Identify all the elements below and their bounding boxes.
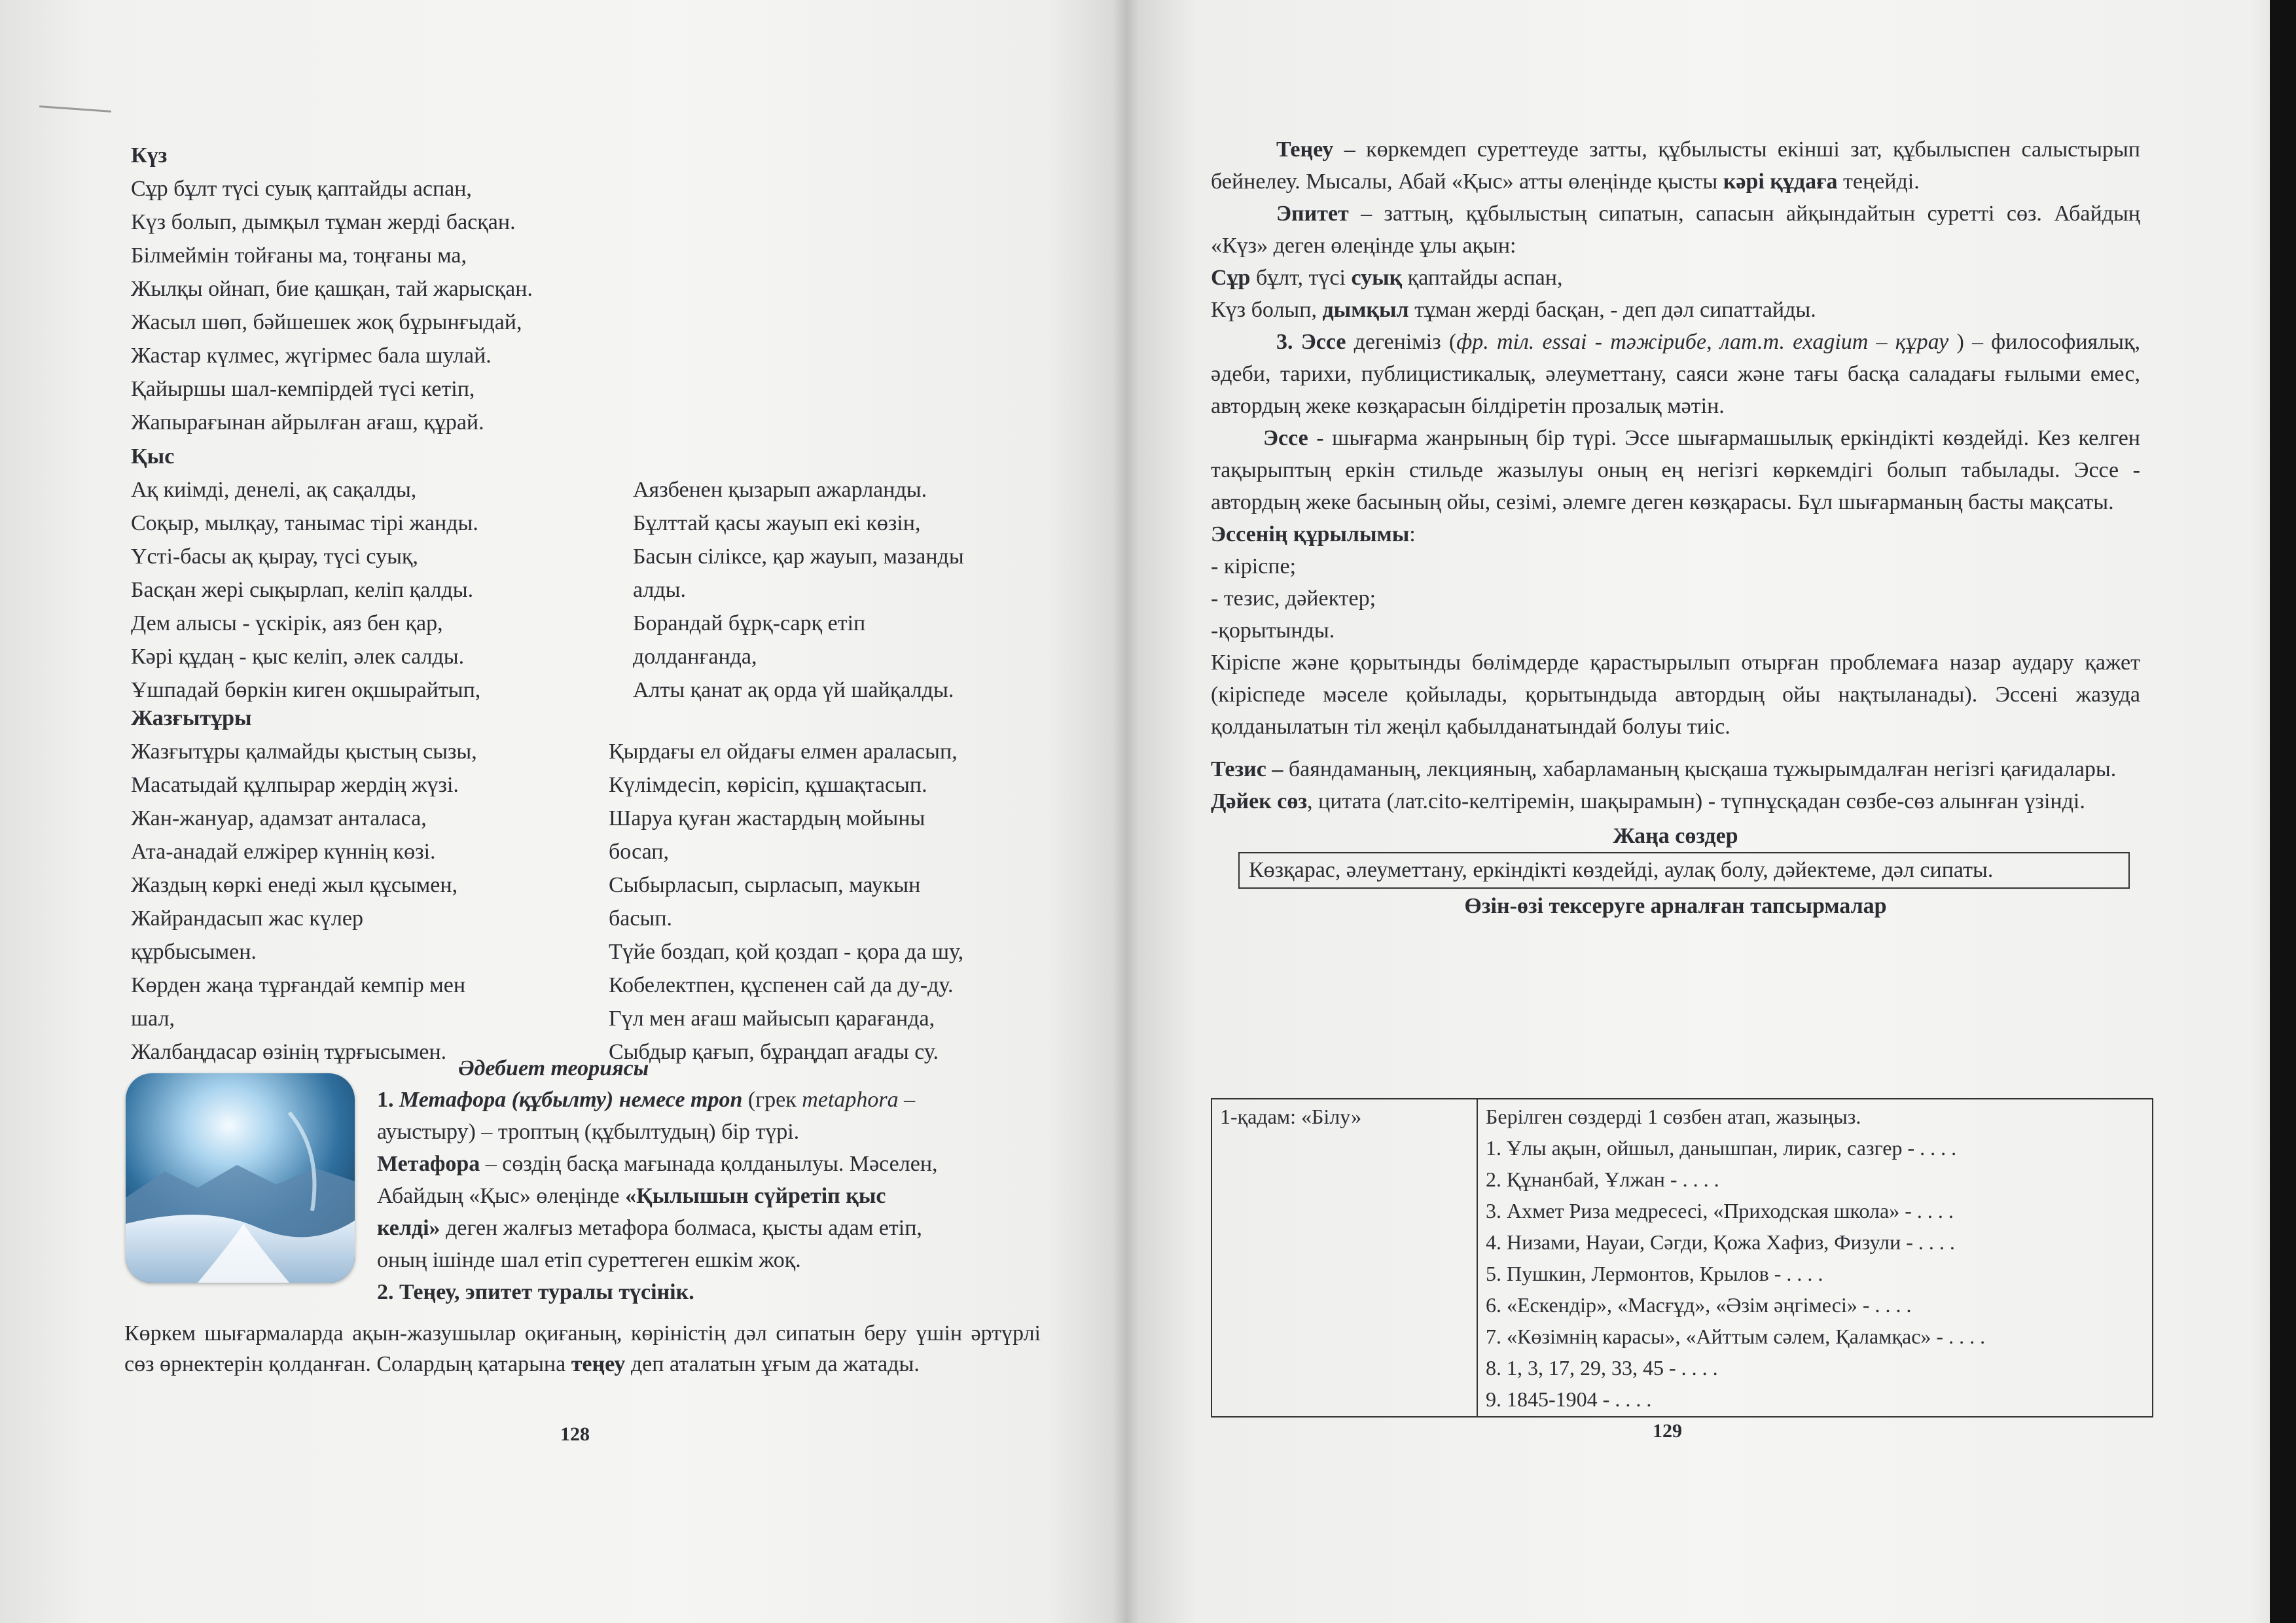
scan-edge (2270, 0, 2296, 1623)
page-number-right: 129 (1653, 1420, 1682, 1442)
poem-line: Кәрі құдаң - қыс келіп, әлек салды. (131, 645, 465, 669)
task-item: 1. Ұлы ақын, ойшыл, данышпан, лирик, сазгер - . . . . (1486, 1136, 1957, 1160)
winter-illustration (126, 1073, 355, 1283)
item-number: 1. (377, 1088, 394, 1112)
poem-line: Соқыр, мылқау, танымас тірі жанды. (131, 511, 478, 535)
structure-item: - кіріспе; (1211, 554, 1297, 579)
poem-winter-title: Қыс (131, 444, 175, 469)
paragraph-text: деп аталатын ұғым да жатады. (625, 1352, 920, 1376)
poem-line: құрбысымен. (131, 940, 257, 964)
selfcheck-title: Өзін-өзі тексеруге арналған тапсырмалар (1464, 894, 1887, 918)
paragraph-term: теңеу (571, 1352, 626, 1376)
poem-line: Гүл мен ағаш майысып қарағанда, (609, 1007, 935, 1031)
poem-line: Шаруа қуған жастардың мойыны (609, 806, 925, 830)
poem-line: басып. (609, 906, 673, 931)
paragraph-text: – көркемдеп суреттеуде затты, құбылысты екінші зат, құбылыспен салыстырып бейнелеу. Мысалы, Абай «Қыс» атты өлеңінде қысты (1211, 137, 2140, 194)
right-text-block (1211, 134, 2140, 922)
task-item: 5. Пушкин, Лермонтов, Крылов - . . . . (1486, 1262, 1823, 1285)
paragraph-text: ) – философиялық, әдеби, тарихи, публицистикалық, әлеуметтану, саяси және тағы басқа саладағы ғылыми емес, автордың жеке көзқарасын білдіретін прозалық мәтін. (1211, 330, 2140, 418)
poem-line: Жалбаңдасар өзінің тұрғысымен. (131, 1040, 447, 1064)
poem-line: Түйе боздап, қой қоздап - қора да шу, (609, 940, 964, 964)
poem-line: Білмеймін тойғаны ма, тоңғаны ма, (131, 243, 467, 268)
metaphor-text: – сөздің басқа мағынада қолданылуы. Мәселен, (480, 1152, 938, 1176)
poem-autumn-title: Күз (131, 143, 168, 168)
paragraph-text: баяндаманың, лекцияның, хабарламаның қысқаша тұжырымдалған негізгі қағидалары. (1283, 757, 2117, 781)
poem-spring-col2 (609, 735, 1054, 1069)
task-item: 8. 1, 3, 17, 29, 33, 45 - . . . . (1486, 1356, 1718, 1380)
structure-item: -қорытынды. (1211, 618, 1335, 643)
example-bold: суық (1351, 266, 1403, 290)
tasks-table (1211, 1098, 2153, 1418)
poem-line: Масатыдай құлпырар жердің жүзі. (131, 773, 459, 797)
paragraph-teneu-intro (124, 1318, 1041, 1380)
poem-line: Жан-жануар, адамзат анталаса, (131, 806, 427, 830)
new-words-box: Көзқарас, әлеуметтану, еркіндікті көздейді, аулақ болу, дәйектеме, дәл сипаты. (1238, 852, 2130, 889)
metaphor-text: деген жалғыз метафора болмаса, қысты адам етіп, (440, 1216, 922, 1240)
task-intro: Берілген сөздерді 1 сөзбен атап, жазыңыз. (1486, 1105, 1861, 1128)
page-number-left: 128 (560, 1423, 590, 1445)
structure-colon: : (1409, 522, 1416, 546)
example-text: бұлт, түсі (1250, 266, 1352, 290)
poem-winter-col1 (131, 440, 628, 707)
poem-line: босап, (609, 840, 669, 864)
paragraph-text: - шығарма жанрының бір түрі. Эссе шығармашылық еркіндікті көздейді. Кез келген тақырыптың еркін стильде жазылуы оның ең негізгі көркемдігі болып табылады. Эссе - автордың жеке басының ойы, сезімі, әлемге деген көзқарасы. Бұл шығарманың басты мақсаты. (1211, 426, 2140, 514)
poem-line: Жайрандасып жас күлер (131, 906, 363, 931)
example-bold: Сұр (1211, 266, 1251, 290)
paragraph-text: дегеніміз ( (1346, 330, 1457, 354)
poem-line: Жапырағынан айрылған ағаш, құрай. (131, 410, 484, 435)
poem-spring-title: Жазғытұры (131, 706, 252, 730)
structure-item: - тезис, дәйектер; (1211, 586, 1376, 611)
essay-etymology: фр. тіл. essai - тәжірибе, лат.т. exagium – құрау (1456, 330, 1949, 354)
poem-line: Кобелектпен, құспенен сай да ду-ду. (609, 973, 954, 997)
poem-line: Жаздың көркі енеді жыл құсымен, (131, 873, 458, 897)
poem-line: Ұшпадай бөркін киген оқшырайтып, (131, 678, 481, 702)
poem-line: долданғанда, (633, 645, 757, 669)
poem-line: Бұлттай қасы жауып екі көзін, (633, 511, 921, 535)
poem-line: Жасыл шөп, бәйшешек жоқ бұрынғыдай, (131, 310, 522, 334)
poem-line: Сыбдыр қағып, бұраңдап ағады су. (609, 1040, 939, 1064)
example-bold: дымқыл (1322, 298, 1409, 322)
poem-autumn (131, 139, 628, 439)
table-row (1211, 1099, 2153, 1417)
item-2-heading: 2. Теңеу, эпитет туралы түсінік. (377, 1280, 694, 1304)
poem-line: Жылқы ойнап, бие қашқан, тай жарысқан. (131, 277, 533, 301)
example-text: Күз болып, (1211, 298, 1323, 322)
metaphor-text: оның ішінде шал етіп суреттеген ешкім жоқ. (377, 1248, 801, 1272)
metaphor-term: Метафора (377, 1152, 480, 1176)
tasks-cell (1477, 1099, 2153, 1417)
poem-line: Аязбенен қызарып ажарланды. (633, 478, 927, 502)
term-teneu: Теңеу (1276, 137, 1334, 162)
term-essay: Эссе (1263, 426, 1308, 450)
poem-line: Үсті-басы ақ қырау, түсі суық, (131, 544, 418, 569)
task-item: 2. Құнанбай, Ұлжан - . . . . (1486, 1168, 1719, 1191)
metaphor-text: Абайдың «Қыс» өлеңінде (377, 1184, 626, 1208)
example-text: тұман жерді басқан, - деп дәл сипаттайды. (1408, 298, 1816, 322)
poem-line: Басын сіліксе, қар жауып, мазанды (633, 544, 964, 569)
metaphor-text: (грек (742, 1088, 802, 1112)
poem-line: Басқан жері сықырлап, келіп қалды. (131, 578, 474, 602)
poem-line: Жастар күлмес, жүгірмес бала шулай. (131, 344, 492, 368)
metaphor-quote: «Қылышын сүйретіп қыс (625, 1184, 886, 1208)
metaphor-heading: Метафора (құбылту) немесе троп (399, 1088, 743, 1112)
poem-line: Қайыршы шал-кемпірдей түсі кетіп, (131, 377, 475, 401)
task-item: 7. «Көзімнің карасы», «Айттым сәлем, Қаламқас» - . . . . (1486, 1325, 1986, 1348)
poem-winter-col2 (633, 473, 1039, 707)
essay-heading: 3. Эссе (1276, 330, 1346, 354)
term-quote: Дәйек сөз (1211, 789, 1308, 813)
term-thesis: Тезис – (1211, 757, 1283, 781)
poem-line: Сыбырласып, сырласып, маукын (609, 873, 921, 897)
step-cell: 1-қадам: «Білу» (1211, 1099, 1477, 1417)
poem-line: Алты қанат ақ орда үй шайқалды. (633, 678, 954, 702)
theory-title: Әдебиет теориясы (458, 1056, 649, 1080)
metaphor-text: – (898, 1088, 916, 1112)
poem-line: шал, (131, 1007, 175, 1031)
book-gutter (1113, 0, 1139, 1623)
structure-title: Эссенің құрылымы (1211, 522, 1410, 546)
paragraph-text: теңейді. (1837, 169, 1920, 194)
poem-line: Сұр бұлт түсі суық қаптайды аспан, (131, 177, 472, 201)
poem-line: Дем алысы - үскірік, аяз бен қар, (131, 611, 443, 635)
paragraph-text: Кіріспе және қорытынды бөлімдерде қарастырылып отырған проблемаға назар аудару қажет (кіріспеде мәселе қойылады, қорытындыда автордың ойы нақтыланады). Эссені жазуда қолданылатын тіл жеңіл қабылданатындай болуы тиіс. (1211, 651, 2140, 739)
poem-line: Көрден жаңа тұрғандай кемпір мен (131, 973, 466, 997)
example-text: қаптайды аспан, (1402, 266, 1563, 290)
poem-line: Күлімдесіп, көрісіп, құшақтасып. (609, 773, 927, 797)
poem-line: Ақ киімді, денелі, ақ сақалды, (131, 478, 417, 502)
paragraph-text: Көркем шығармаларда ақын-жазушылар оқиғаның, көріністің дәл сипатын беру үшін әртүрлі сөз өрнектерін қолданған. Солардың қатарына (124, 1321, 1041, 1376)
poem-line: Қырдағы ел ойдағы елмен араласып, (609, 740, 958, 764)
winter-landscape-image (126, 1073, 355, 1283)
poem-line: Жазғытұры қалмайды қыстың сызы, (131, 740, 477, 764)
task-item: 4. Низами, Науаи, Сәгди, Қожа Хафиз, Физули - . . . . (1486, 1230, 1955, 1254)
metaphor-greek: metaphora (802, 1088, 899, 1112)
metaphor-quote: келді» (377, 1216, 440, 1240)
term-highlight: кәрі құдаға (1723, 169, 1838, 194)
poem-line: Күз болып, дымқыл тұман жерді басқан. (131, 210, 516, 234)
poem-spring-col1 (131, 702, 609, 1069)
poem-line: алды. (633, 578, 686, 602)
new-words-title: Жаңа сөздер (1613, 824, 1738, 848)
task-item: 6. «Ескендір», «Масғұд», «Әзім әңгімесі» - . . . . (1486, 1293, 1912, 1317)
task-item: 9. 1845-1904 - . . . . (1486, 1387, 1652, 1411)
poem-line: Ата-анадай елжірер күннің көзі. (131, 840, 436, 864)
paragraph-text: – заттың, құбылыстың сипатын, сапасын айқындайтын суретті сөз. Абайдың «Күз» деген өлеңінде ұлы ақын: (1211, 202, 2140, 258)
poem-line: Борандай бұрқ-сарқ етіп (633, 611, 866, 635)
term-epithet: Эпитет (1276, 202, 1349, 226)
task-item: 3. Ахмет Риза медресесі, «Приходская школа» - . . . . (1486, 1199, 1954, 1222)
metaphor-text: ауыстыру) – троптың (құбылтудың) бір түрі. (377, 1120, 800, 1144)
metaphor-block (377, 1084, 1051, 1308)
paragraph-text: , цитата (лат.cito-келтіремін, шақырамын) - түпнұсқадан сөзбе-сөз алынған үзінді. (1307, 789, 2085, 813)
